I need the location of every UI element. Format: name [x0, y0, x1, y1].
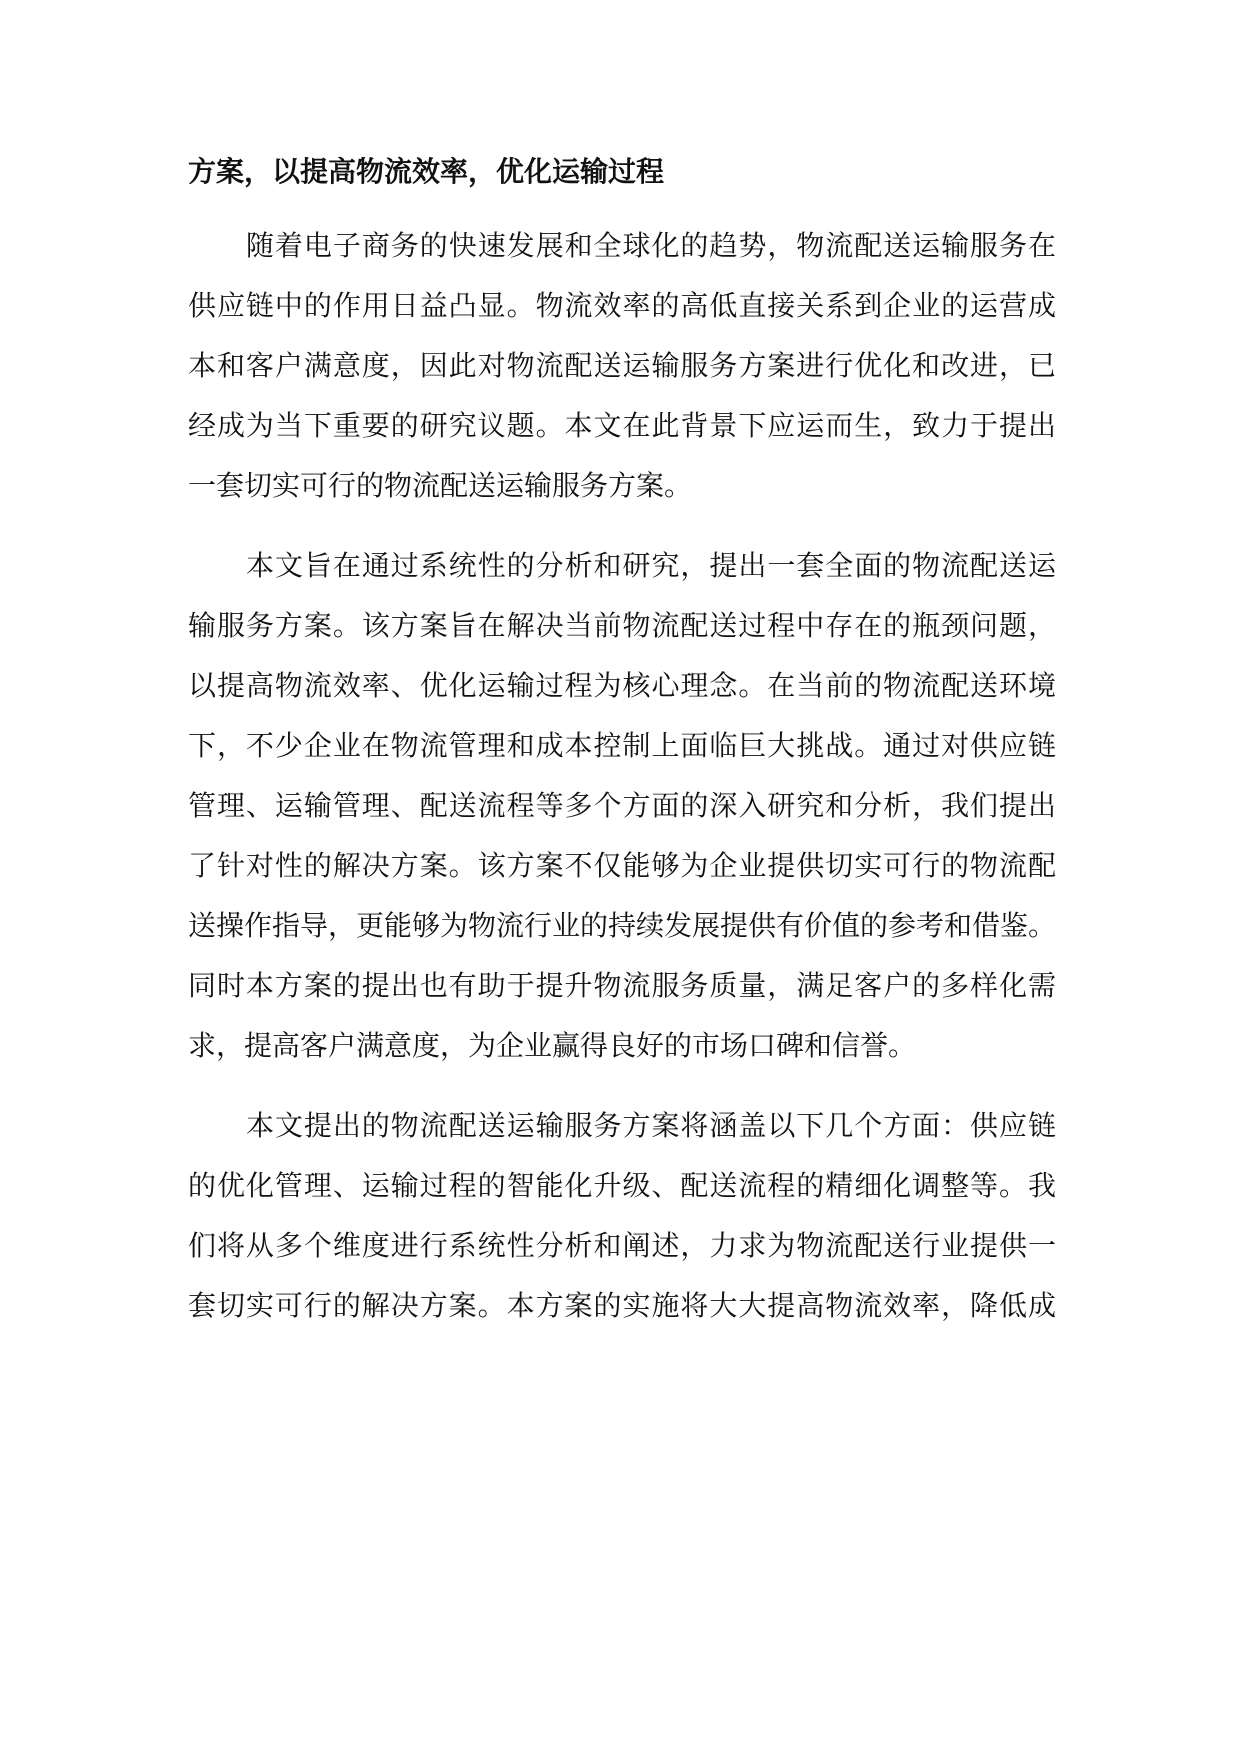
- paragraph-line: 本和客户满意度，因此对物流配送运输服务方案进行优化和改进，已: [188, 349, 1056, 382]
- paragraph-line: 本文旨在通过系统性的分析和研究，提出一套全面的物流配送运: [246, 549, 1056, 582]
- paragraph-line: 经成为当下重要的研究议题。本文在此背景下应运而生，致力于提出: [188, 409, 1056, 442]
- paragraph-line: 本文提出的物流配送运输服务方案将涵盖以下几个方面：供应链: [246, 1109, 1056, 1142]
- paragraph-line: 一套切实可行的物流配送运输服务方案。: [188, 469, 693, 502]
- paragraph-line: 们将从多个维度进行系统性分析和阐述，力求为物流配送行业提供一: [188, 1229, 1056, 1262]
- paragraph-line: 求，提高客户满意度，为企业赢得良好的市场口碑和信誉。: [188, 1029, 917, 1062]
- paragraph-line: 了针对性的解决方案。该方案不仅能够为企业提供切实可行的物流配: [188, 849, 1056, 882]
- paragraph-line: 下，不少企业在物流管理和成本控制上面临巨大挑战。通过对供应链: [188, 729, 1056, 762]
- paragraph-line: 套切实可行的解决方案。本方案的实施将大大提高物流效率，降低成: [188, 1289, 1056, 1322]
- paragraph-line: 以提高物流效率、优化运输过程为核心理念。在当前的物流配送环境: [188, 669, 1056, 702]
- paragraph-line: 供应链中的作用日益凸显。物流效率的高低直接关系到企业的运营成: [188, 289, 1056, 322]
- paragraph-line: 输服务方案。该方案旨在解决当前物流配送过程中存在的瓶颈问题，: [188, 609, 1056, 642]
- paragraph-line: 管理、运输管理、配送流程等多个方面的深入研究和分析，我们提出: [188, 789, 1056, 822]
- paragraph-3: [188, 1096, 1056, 1336]
- paragraph-line: 同时本方案的提出也有助于提升物流服务质量，满足客户的多样化需: [188, 969, 1056, 1002]
- document-body: [188, 148, 1056, 1336]
- paragraph-line: 的优化管理、运输过程的智能化升级、配送流程的精细化调整等。我: [188, 1169, 1056, 1202]
- section-heading: 方案，以提高物流效率，优化运输过程: [188, 155, 665, 188]
- paragraph-1: [188, 216, 1056, 516]
- paragraph-line: 送操作指导，更能够为物流行业的持续发展提供有价值的参考和借鉴。: [188, 909, 1056, 942]
- paragraph-line: 随着电子商务的快速发展和全球化的趋势，物流配送运输服务在: [246, 229, 1056, 262]
- paragraph-2: [188, 536, 1056, 1076]
